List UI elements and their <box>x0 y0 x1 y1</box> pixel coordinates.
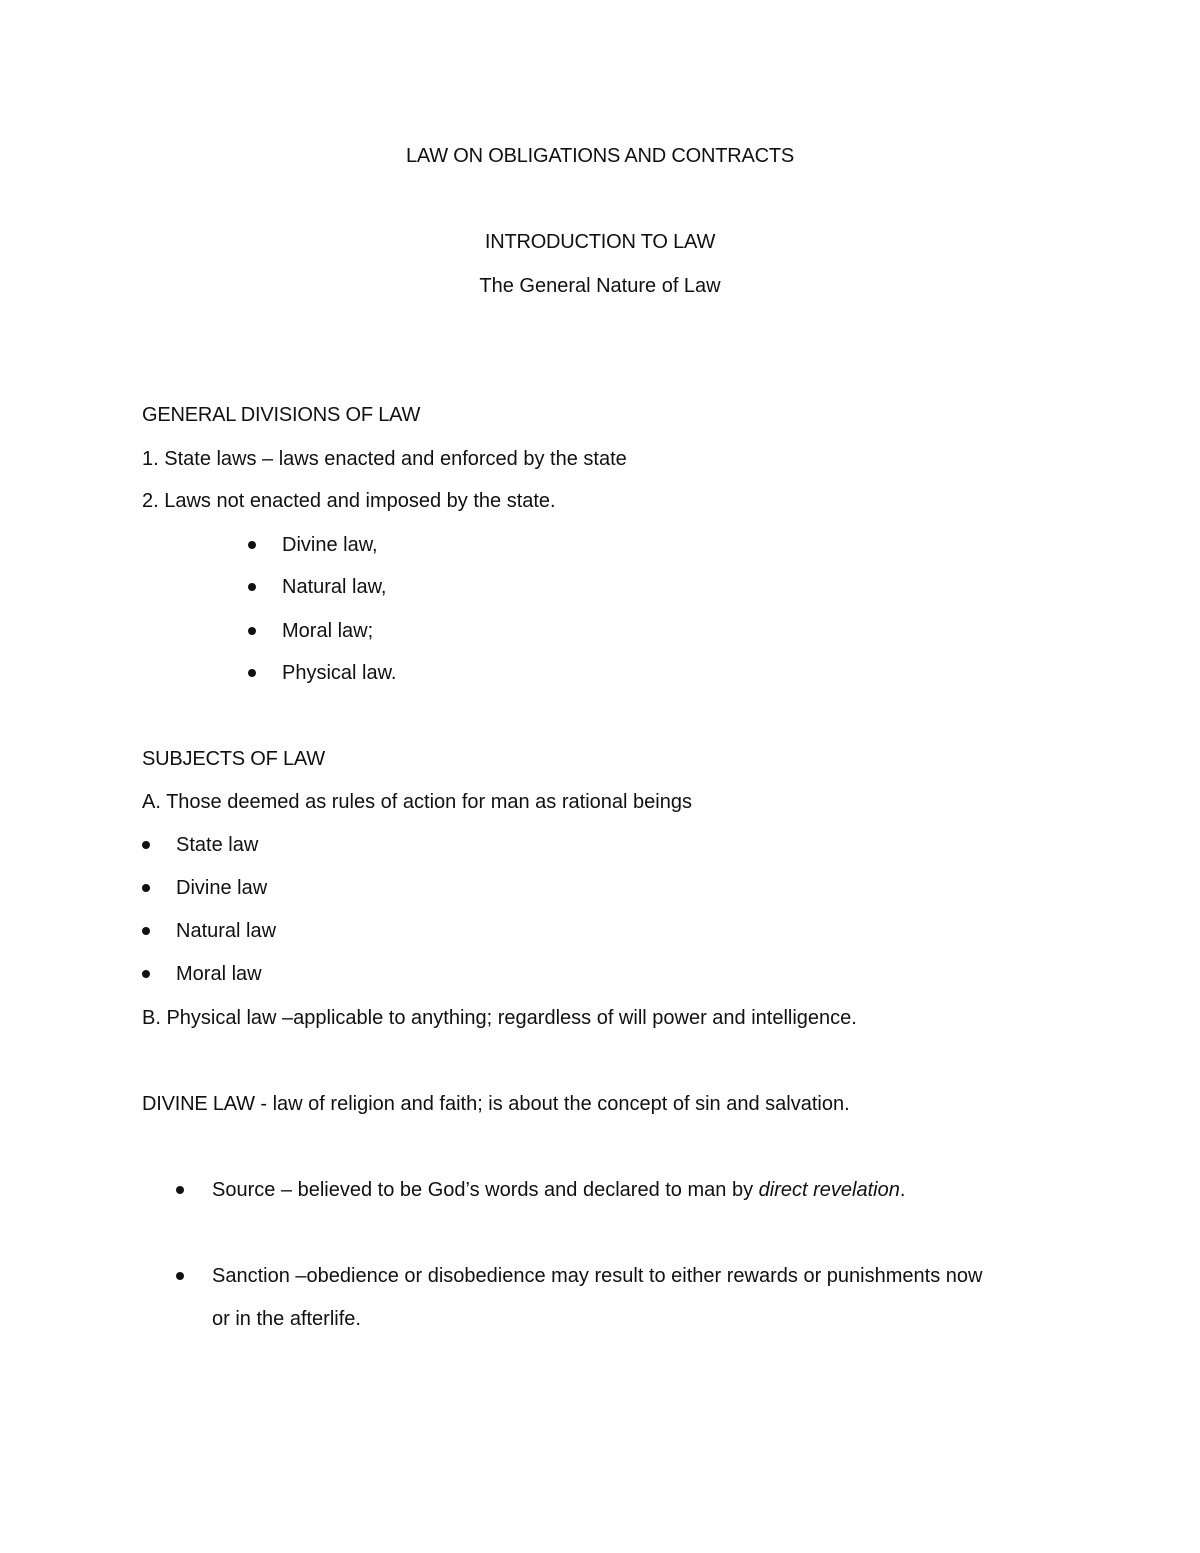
general-divisions-item-2: 2. Laws not enacted and imposed by the state. <box>142 490 556 512</box>
subjects-heading: SUBJECTS OF LAW <box>142 748 325 770</box>
bullet-icon <box>248 541 256 549</box>
source-emphasis: direct revelation <box>758 1179 900 1201</box>
bullet-icon <box>176 1272 184 1280</box>
divine-sanction-line-2: or in the afterlife. <box>212 1308 361 1330</box>
list-item-label: Natural law <box>176 920 277 942</box>
general-divisions-item-1: 1. State laws – laws enacted and enforced by the state <box>142 448 627 470</box>
divine-source-text <box>212 1178 905 1202</box>
bullet-icon <box>248 627 256 635</box>
bullet-icon <box>142 970 150 978</box>
source-end: . <box>899 1179 906 1201</box>
general-divisions-heading: GENERAL DIVISIONS OF LAW <box>142 404 421 426</box>
list-item-label: Natural law, <box>282 576 387 598</box>
bullet-icon <box>248 669 256 677</box>
bullet-icon <box>142 841 150 849</box>
bullet-icon <box>142 884 150 892</box>
list-item-label: Moral law; <box>282 620 374 642</box>
section-heading: The General Nature of Law <box>479 275 721 297</box>
list-item-label: Divine law <box>176 877 268 899</box>
subjects-item-a: A. Those deemed as rules of action for man as rational beings <box>142 791 692 813</box>
subjects-item-b: B. Physical law –applicable to anything; regardless of will power and intelligence. <box>142 1007 857 1029</box>
bullet-icon <box>248 583 256 591</box>
list-item-label: Moral law <box>176 963 262 985</box>
divine-sanction-line-1: Sanction –obedience or disobedience may result to either rewards or punishments now <box>212 1265 983 1287</box>
list-item-label: Physical law. <box>282 662 397 684</box>
source-text: Source – believed to be God’s words and declared to man by <box>212 1179 759 1201</box>
document-subtitle: INTRODUCTION TO LAW <box>484 231 716 253</box>
list-item-label: State law <box>176 834 259 856</box>
divine-law-definition: - law of religion and faith; is about the concept of sin and salvation. <box>254 1093 850 1115</box>
list-item-label: Divine law, <box>282 534 378 556</box>
divine-law-paragraph <box>142 1092 850 1116</box>
bullet-icon <box>176 1186 184 1194</box>
document-title: LAW ON OBLIGATIONS AND CONTRACTS <box>405 145 795 167</box>
bullet-icon <box>142 927 150 935</box>
divine-law-term: DIVINE LAW <box>142 1093 255 1115</box>
